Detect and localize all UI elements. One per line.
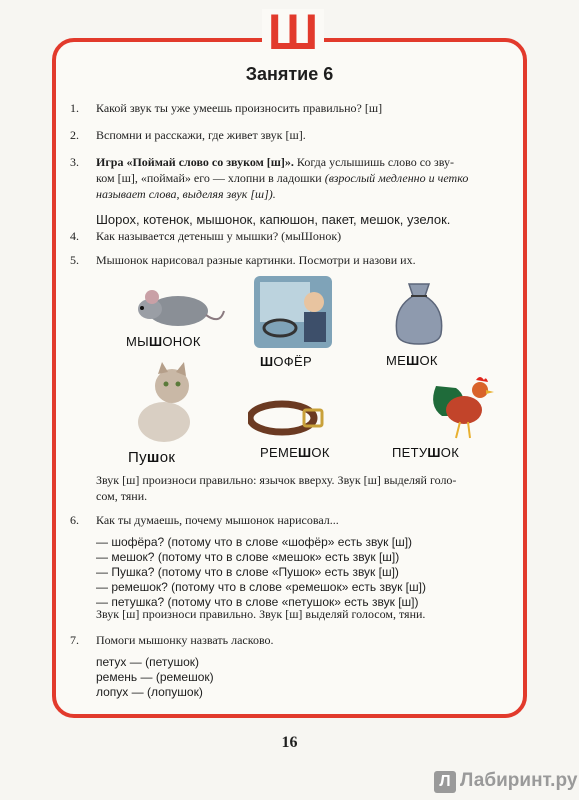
labirint-logo-icon: Л <box>434 771 456 793</box>
picture-label-driver: ШОФЁР <box>260 354 312 369</box>
header-letter: Ш <box>262 9 324 55</box>
picture-label-rooster: ПЕТУШОК <box>392 445 460 460</box>
belt-icon <box>248 398 326 438</box>
item-1: 1. Какой звук ты уже умеешь произносить правильно? [ш] <box>70 101 383 115</box>
answer-line: — Пушка? (потому что в слове «Пушок» есть звук [ш]) <box>96 565 399 579</box>
rooster-icon <box>428 366 498 442</box>
item-6-answers <box>96 535 426 610</box>
item-2: 2. Вспомни и расскажи, где живет звук [ш]. <box>70 128 306 142</box>
picture-label-cat: Пушок <box>128 449 176 466</box>
pair-line: ремень — (ремешок) <box>96 670 214 684</box>
lesson-title: Занятие 6 <box>245 64 334 84</box>
picture-label-belt: РЕМЕШОК <box>260 445 330 460</box>
item-7-pairs <box>96 655 214 700</box>
answer-line: — шофёра? (потому что в слове «шофёр» есть звук [ш]) <box>96 535 413 549</box>
pair-line: лопух — (лопушок) <box>96 685 203 699</box>
item-3: 3. Игра «Поймай слово со звуком [ш]». Когда услышишь слово со зву- ком [ш], «поймай» его — хлопни в ладошки (взрослый медленно и четко называет слова, выделяя звук [ш]). Шорох, котенок, мышонок, капюшон, пакет, мешок, узелок. <box>96 154 526 228</box>
answer-line: — ремешок? (потому что в слове «ремешок» есть звук [ш]) <box>96 580 426 594</box>
driver-icon <box>252 272 334 350</box>
answer-line: — мешок? (потому что в слове «мешок» есть звук [ш]) <box>96 550 400 564</box>
cat-icon <box>130 362 202 444</box>
item-4: 4. Как называется детеныш у мышки? (мыШонок) <box>70 229 342 243</box>
item-6: 6. Как ты думаешь, почему мышонок нарисовал... <box>70 513 339 527</box>
item-6-note: Звук [ш] произноси правильно. Звук [ш] выделяй голосом, тяни. <box>96 607 426 621</box>
picture-label-mouse: МЫШОНОК <box>126 334 201 349</box>
mouse-icon <box>130 285 225 333</box>
watermark: Л Лабиринт.ру <box>434 770 577 793</box>
pair-line: петух — (петушок) <box>96 655 200 669</box>
page-number: 16 <box>281 734 298 751</box>
note-5: Звук [ш] произноси правильно: язычок вверху. Звук [ш] выделяй голо- сом, тяни. <box>96 473 457 503</box>
sack-icon <box>393 278 445 346</box>
word-list: Шорох, котенок, мышонок, капюшон, пакет, мешок, узелок. <box>96 212 451 227</box>
item-7: 7. Помоги мышонку назвать ласково. <box>70 633 274 647</box>
item-5: 5. Мышонок нарисовал разные картинки. Посмотри и назови их. <box>70 253 416 267</box>
picture-label-sack: МЕШОК <box>386 353 438 368</box>
answer-line: — петушка? (потому что в слове «петушок» есть звук [ш]) <box>96 595 419 609</box>
